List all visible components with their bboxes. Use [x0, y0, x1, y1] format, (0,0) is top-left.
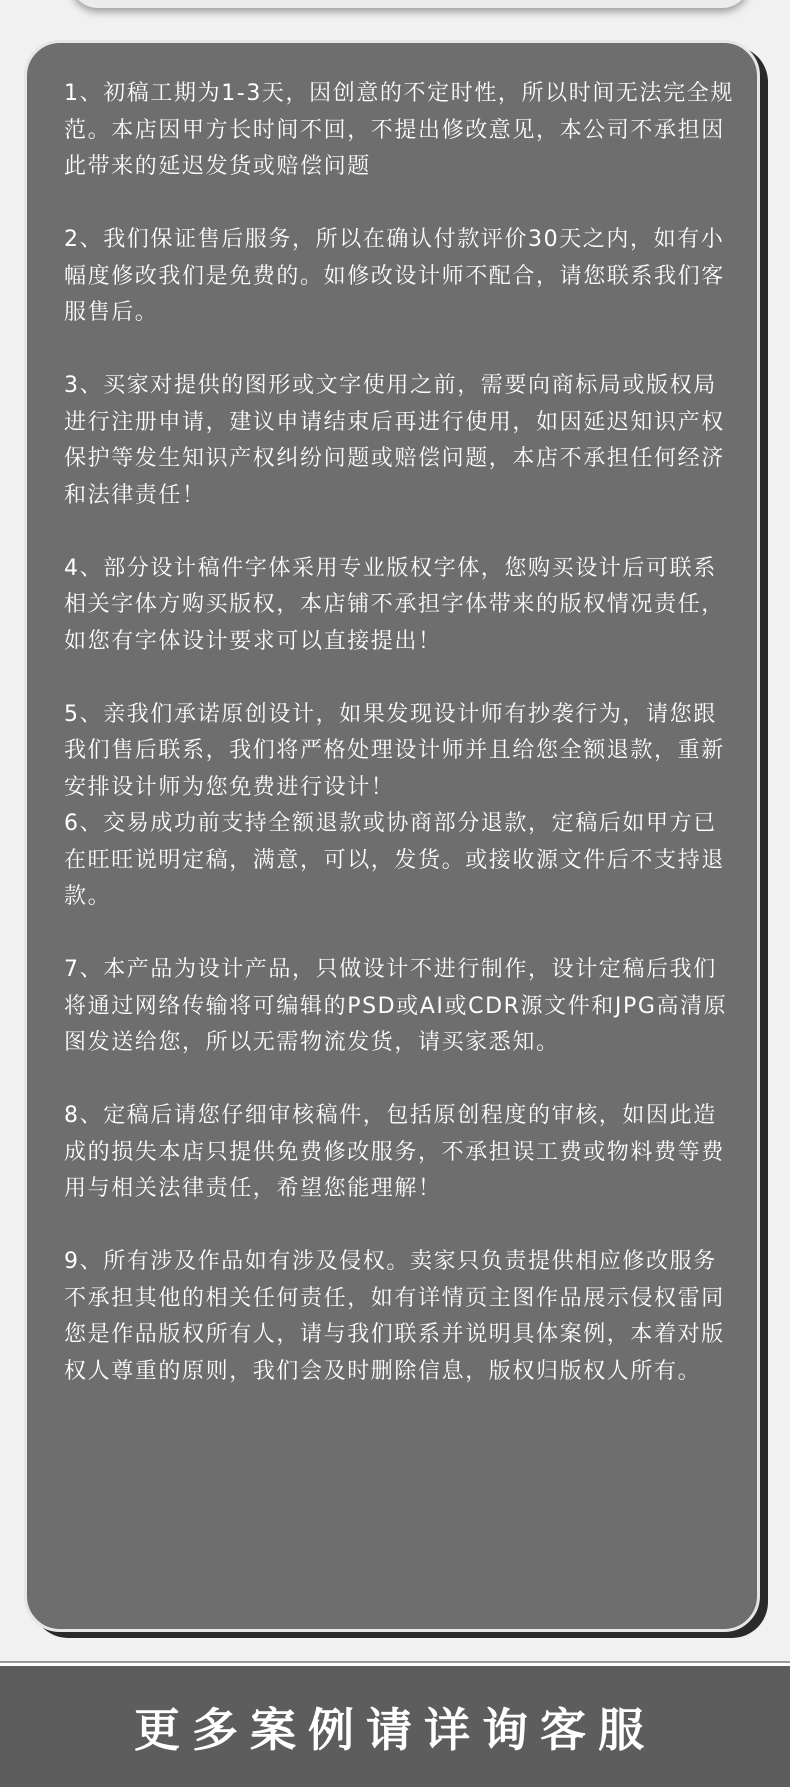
term-item-2: 2、我们保证售后服务，所以在确认付款评价30天之内，如有小幅度修改我们是免费的。如修改设计师不配合，请您联系我们客服售后。 [64, 227, 725, 325]
term-item-3: 3、买家对提供的图形或文字使用之前，需要向商标局或版权局进行注册申请，建议申请结束后再进行使用，如因延迟知识产权保护等发生知识产权纠纷问题或赔偿问题，本店不承担任何经济和法律责任！ [64, 373, 725, 508]
term-item-6: 6、交易成功前支持全额退款或协商部分退款，定稿后如甲方已在旺旺说明定稿，满意，可以，发货。或接收源文件后不支持退款。 [64, 811, 725, 909]
footer-banner [0, 1663, 790, 1787]
term-item-8: 8、定稿后请您仔细审核稿件，包括原创程度的审核，如因此造成的损失本店只提供免费修改服务，不承担误工费或物料费等费用与相关法律责任，希望您能理解！ [64, 1103, 725, 1201]
top-decorative-strip [70, 0, 750, 8]
term-item-4: 4、部分设计稿件字体采用专业版权字体，您购买设计后可联系相关字体方购买版权，本店铺不承担字体带来的版权情况责任，如您有字体设计要求可以直接提出！ [64, 555, 725, 654]
term-item-9: 9、所有涉及作品如有涉及侵权。卖家只负责提供相应修改服务不承担其他的相关任何责任，如有详情页主图作品展示侵权雷同您是作品版权所有人，请与我们联系并说明具体案例，本着对版权人尊重的原则，我们会及时删除信息，版权归版权人所有。 [64, 1249, 725, 1384]
terms-list [64, 76, 736, 1390]
term-item-7: 7、本产品为设计产品，只做设计不进行制作，设计定稿后我们将通过网络传输将可编辑的PSD或AI或CDR源文件和JPG高清原图发送给您，所以无需物流发货，请买家悉知。 [64, 957, 728, 1055]
term-item-5: 5、亲我们承诺原创设计，如果发现设计师有抄袭行为，请您跟我们售后联系，我们将严格处理设计师并且给您全额退款，重新安排设计师为您免费进行设计！ [64, 701, 725, 800]
term-item-1: 1、初稿工期为1-3天，因创意的不定时性，所以时间无法完全规范。本店因甲方长时间不回，不提出修改意见，本公司不承担因此带来的延迟发货或赔偿问题 [64, 81, 734, 179]
footer-banner-text: 更多案例请详询客服 [134, 1702, 656, 1757]
